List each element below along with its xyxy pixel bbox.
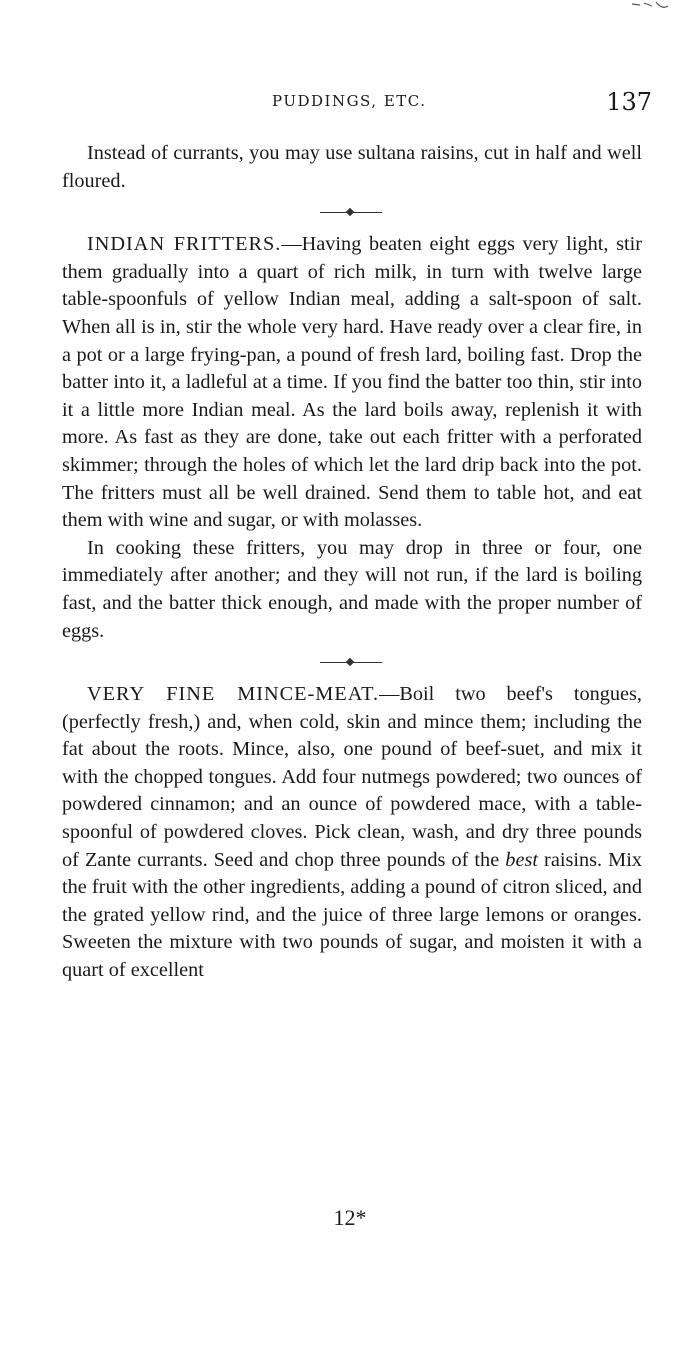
recipe-heading: INDIAN FRITTERS. — [87, 233, 282, 256]
paragraph-text: —Having beaten eight eggs very light, stir them gradually into a quart of rich milk, in turn with twelve large table-spoonfuls of yellow Indian meal, adding a salt-spoon of salt. When all is in, stir the whole very hard. Have ready over a clear fire, in a pot or a large frying-pan, a pound of fresh lard, boiling fast. Drop the batter into it, a ladleful at a time. If you find the batter too thin, stir into it a little more Indian meal. As the lard boils away, replenish it with more. As fast as they are done, take out each fritter with a perforated skimmer; through the holes of which let the lard drip back into the pot. The fritters must all be well drained. Send them to table hot, and eat them with wine and sugar, or with molasses. — [62, 233, 642, 532]
italic-word: best — [505, 848, 538, 871]
page-header — [62, 88, 652, 128]
running-head: PUDDINGS, ETC. — [272, 92, 427, 110]
paragraph-text: raisins. Mix the fruit with the other ingredients, adding a pound of citron sliced, and the grated yellow rind, and the juice of three large lemons or oranges. Sweeten the mixture with two pounds of sugar, and moisten it with a quart of excellent — [62, 848, 642, 982]
paragraph-sultana — [62, 140, 642, 195]
paragraph-text: In cooking these fritters, you may drop in three or four, one immediately after another; and they will not run, if the lard is boiling fast, and the batter thick enough, and made with the proper number of eggs. — [62, 536, 642, 642]
ink-speck-decoration — [630, 0, 670, 14]
divider-diamond — [346, 658, 354, 666]
paragraph-indian-fritters — [62, 231, 642, 535]
paragraph-cooking-fritters — [62, 535, 642, 645]
page-number: 137 — [606, 88, 652, 116]
signature-mark: 12* — [333, 1205, 367, 1230]
divider-diamond — [346, 208, 354, 216]
body-text — [62, 140, 642, 985]
section-divider — [62, 645, 642, 681]
paragraph-text: Instead of currants, you may use sultana raisins, cut in half and well floured. — [62, 142, 642, 192]
paragraph-text: —Boil two beef's tongues, (perfectly fresh,) and, when cold, skin and mince them; including the fat about the roots. Mince, also, one pound of beef-suet, and mix it with the chopped tongues. Add four nutmegs powdered; two ounces of powdered cinnamon; and an ounce of powdered mace, with a table-spoonful of powdered cloves. Pick clean, wash, and dry three pounds of Zante currants. Seed and chop three pounds of the — [62, 683, 643, 871]
recipe-heading: VERY FINE MINCE-MEAT. — [87, 683, 380, 706]
section-divider — [62, 195, 642, 231]
paragraph-mince-meat — [62, 681, 642, 985]
